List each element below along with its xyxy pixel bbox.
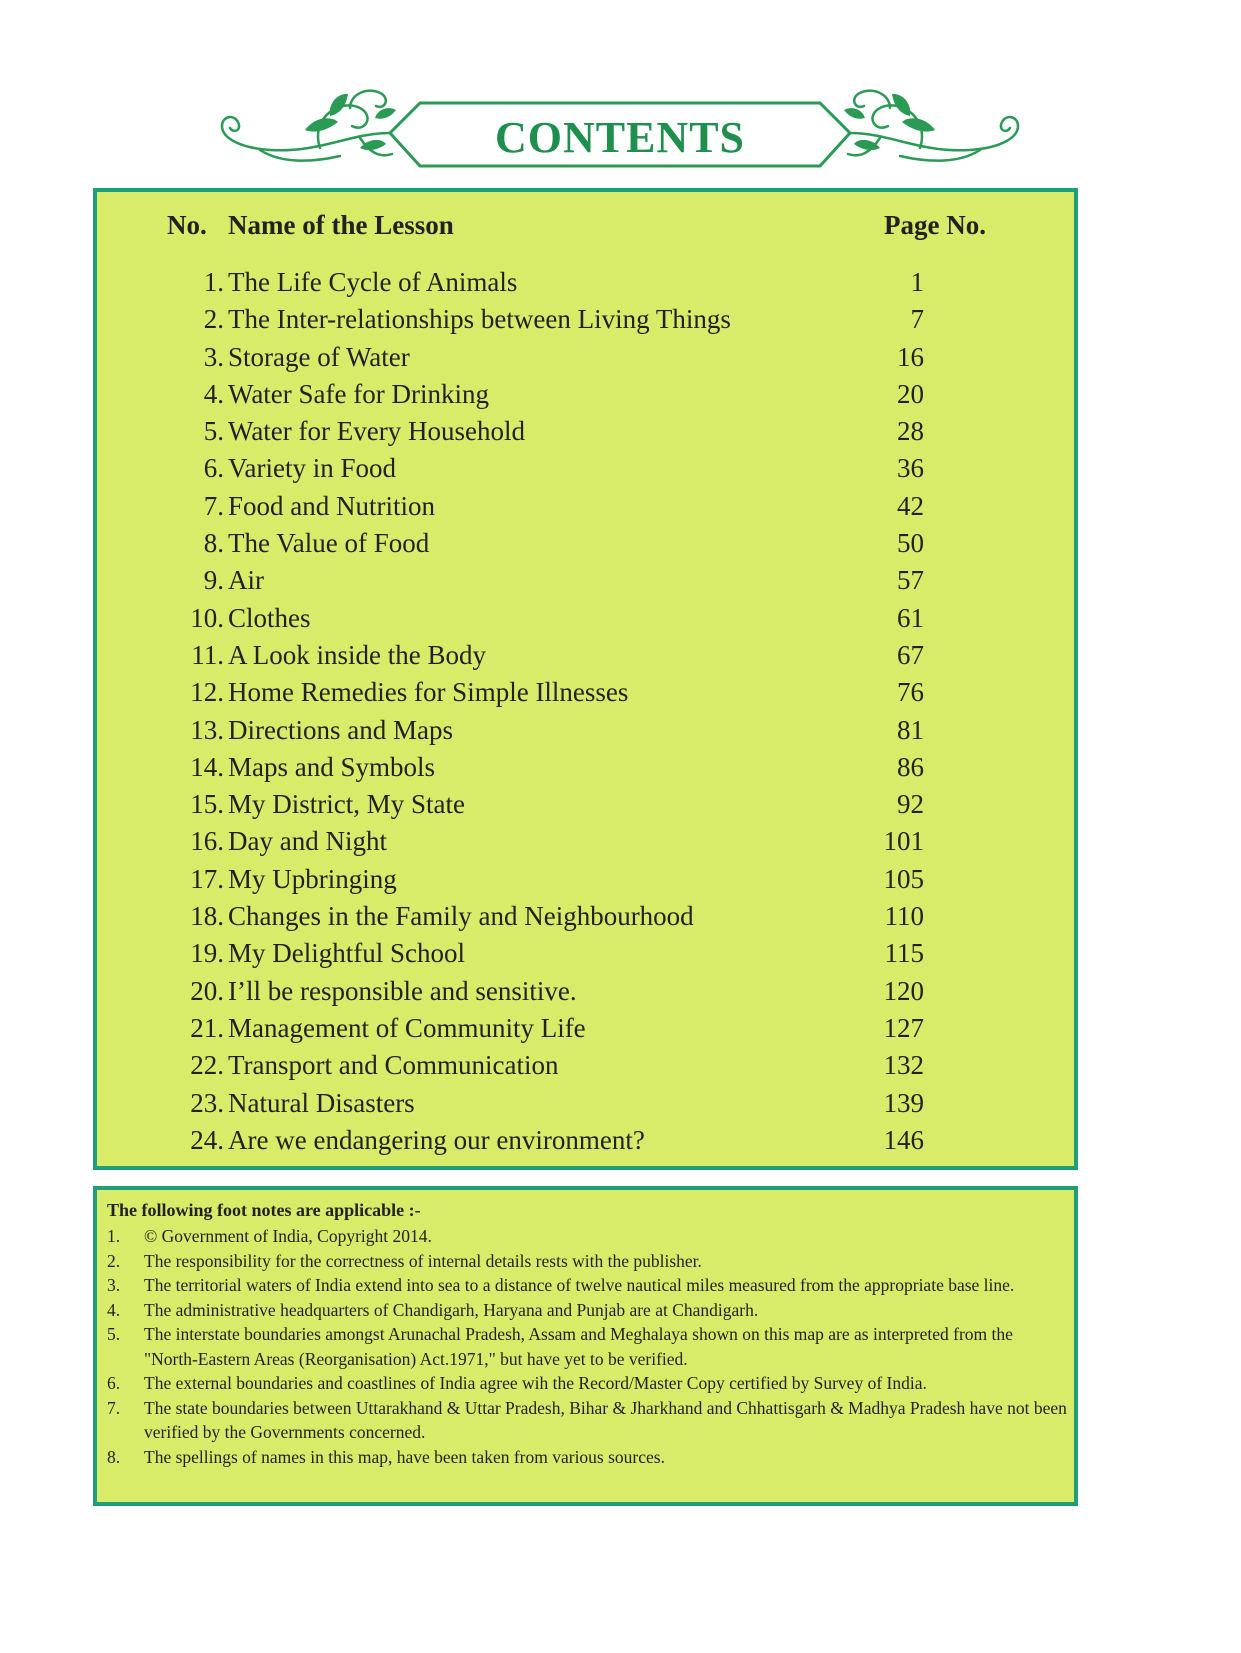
lesson-title: Directions and Maps (228, 714, 453, 745)
footnote-text: The responsibility for the correctness of internal details rests with the publisher. (144, 1250, 702, 1271)
lesson-page-number: 127 (883, 1012, 924, 1043)
lesson-page-number: 92 (897, 789, 924, 820)
lesson-number: 21. (190, 1012, 224, 1043)
lesson-page-number: 76 (897, 677, 924, 708)
lesson-row (97, 1047, 1074, 1084)
lesson-page-number: 28 (897, 416, 924, 447)
lesson-page-number: 36 (897, 453, 924, 484)
footnotes-box (93, 1186, 1078, 1506)
footnote-item (107, 1298, 1067, 1323)
lesson-page-number: 81 (897, 714, 924, 745)
lesson-page-number: 57 (897, 565, 924, 596)
lesson-row (97, 637, 1074, 674)
lesson-number: 23. (190, 1087, 224, 1118)
lesson-row (97, 450, 1074, 487)
lesson-title: A Look inside the Body (228, 639, 486, 670)
lesson-row (97, 413, 1074, 450)
lesson-row (97, 1085, 1074, 1122)
lesson-title: Air (228, 565, 264, 596)
lesson-title: Storage of Water (228, 341, 410, 372)
lesson-row (97, 1122, 1074, 1159)
lesson-page-number: 16 (897, 341, 924, 372)
lesson-number: 8. (203, 528, 224, 559)
footnote-text: The state boundaries between Uttarakhand & Uttar Pradesh, Bihar & Jharkhand and Chhattisgarh & Madhya Pradesh have not been verified by the Governments concerned. (144, 1397, 1067, 1442)
footnote-number: 1. (107, 1226, 121, 1246)
lesson-number: 16. (190, 826, 224, 857)
lesson-page-number: 67 (897, 639, 924, 670)
lesson-number: 14. (190, 751, 224, 782)
lesson-title: The Inter-relationships between Living Things (228, 304, 731, 335)
lesson-number: 17. (190, 863, 224, 894)
lesson-number: 3. (203, 341, 224, 372)
lesson-title: Natural Disasters (228, 1087, 415, 1118)
lesson-row (97, 823, 1074, 860)
footnote-text: The territorial waters of India extend into sea to a distance of twelve nautical miles measured from the appropriate base line. (144, 1275, 1015, 1295)
lesson-row (97, 525, 1074, 562)
footnote-number: 5. (107, 1324, 121, 1344)
lesson-title: My Delightful School (228, 938, 465, 969)
lesson-page-number: 101 (883, 826, 924, 857)
footnote-item (107, 1371, 1067, 1396)
lesson-page-number: 50 (897, 528, 924, 559)
lesson-title: Management of Community Life (228, 1012, 586, 1043)
lesson-title: Clothes (228, 602, 311, 633)
lesson-number: 24. (190, 1124, 224, 1155)
lesson-row (97, 935, 1074, 972)
footnote-text: The interstate boundaries amongst Arunachal Pradesh, Assam and Meghalaya shown on this map are as interpreted from the "North-Eastern Areas (Reorganisation) Act.1971," but have yet to be verified. (144, 1324, 1013, 1369)
lesson-number: 4. (203, 378, 224, 409)
footnote-text: © Government of India, Copyright 2014. (144, 1226, 432, 1246)
lesson-title: Home Remedies for Simple Illnesses (228, 677, 629, 708)
footnote-item (107, 1396, 1067, 1445)
lesson-number: 20. (190, 975, 224, 1006)
lesson-title: My Upbringing (228, 863, 397, 894)
footnote-number: 3. (107, 1275, 121, 1295)
lesson-row (97, 749, 1074, 786)
lesson-row (97, 488, 1074, 525)
lesson-title: Changes in the Family and Neighbourhood (228, 901, 694, 932)
lesson-row (97, 861, 1074, 898)
lesson-page-number: 120 (883, 975, 924, 1006)
lesson-page-number: 61 (897, 602, 924, 633)
lesson-title: Transport and Communication (228, 1050, 559, 1081)
lesson-row (97, 973, 1074, 1010)
lesson-title: Maps and Symbols (228, 751, 436, 782)
lesson-row (97, 264, 1074, 301)
lesson-page-number: 105 (883, 863, 924, 894)
lesson-number: 10. (190, 602, 224, 633)
header-no: No. (167, 210, 207, 240)
lesson-number: 7. (203, 490, 224, 521)
lesson-number: 1. (203, 267, 224, 297)
lesson-page-number: 115 (884, 938, 924, 969)
lesson-title: Food and Nutrition (228, 490, 435, 521)
lesson-page-number: 42 (897, 490, 924, 521)
footnote-number: 7. (107, 1397, 121, 1418)
footnote-item (107, 1249, 1067, 1274)
lesson-page-number: 110 (884, 901, 924, 932)
footnote-number: 2. (107, 1250, 121, 1271)
lesson-row (97, 301, 1074, 338)
lesson-page-number: 20 (897, 378, 924, 409)
footnote-text: The administrative headquarters of Chandigarh, Haryana and Punjab are at Chandigarh. (144, 1299, 759, 1320)
lesson-row (97, 376, 1074, 413)
footnote-item (107, 1224, 1067, 1249)
lesson-number: 19. (190, 938, 224, 969)
lesson-number: 11. (191, 639, 224, 670)
lesson-title: Are we endangering our environment? (228, 1124, 645, 1155)
lesson-title: My District, My State (228, 789, 465, 820)
header-lesson-name: Name of the Lesson (228, 210, 454, 240)
lesson-row (97, 898, 1074, 935)
lesson-page-number: 86 (897, 751, 924, 782)
page-title: CONTENTS (494, 113, 746, 162)
lesson-row (97, 712, 1074, 749)
table-header (97, 210, 1074, 250)
lesson-number: 5. (203, 416, 224, 447)
lesson-page-number: 146 (883, 1124, 924, 1155)
header-page-no: Page No. (884, 210, 986, 240)
lesson-number: 9. (203, 565, 224, 596)
lesson-title: I’ll be responsible and sensitive. (228, 975, 577, 1006)
lesson-page-number: 7 (910, 304, 924, 335)
footnote-item (107, 1445, 1067, 1470)
lesson-number: 13. (190, 714, 224, 745)
footnotes-heading: The following foot notes are applicable :- (107, 1200, 421, 1220)
footnote-number: 8. (107, 1446, 121, 1467)
lesson-title: The Value of Food (228, 528, 430, 559)
footnote-number: 6. (107, 1373, 121, 1393)
lesson-page-number: 139 (883, 1087, 924, 1118)
lesson-row (97, 339, 1074, 376)
contents-table (93, 188, 1078, 1170)
lesson-title: Day and Night (228, 826, 387, 857)
lesson-number: 15. (190, 789, 224, 820)
footnote-number: 4. (107, 1299, 121, 1320)
lesson-title: The Life Cycle of Animals (228, 267, 518, 297)
lesson-row (97, 674, 1074, 711)
footnote-item (107, 1273, 1067, 1298)
footnote-text: The spellings of names in this map, have been taken from various sources. (144, 1446, 665, 1467)
lesson-number: 12. (190, 677, 224, 708)
lesson-title: Variety in Food (228, 453, 396, 484)
footnote-item (107, 1322, 1067, 1371)
lesson-page-number: 1 (910, 267, 924, 297)
lesson-row (97, 1010, 1074, 1047)
lesson-row (97, 562, 1074, 599)
lesson-row (97, 786, 1074, 823)
lesson-number: 2. (203, 304, 224, 335)
lesson-page-number: 132 (883, 1050, 924, 1081)
lesson-number: 22. (190, 1050, 224, 1081)
lesson-number: 18. (190, 901, 224, 932)
footnotes-list (107, 1224, 1067, 1469)
lesson-number: 6. (203, 453, 224, 484)
lesson-title: Water for Every Household (228, 416, 525, 447)
lesson-list (97, 264, 1074, 1159)
footnote-text: The external boundaries and coastlines of India agree wih the Record/Master Copy certified by Survey of India. (144, 1373, 927, 1393)
lesson-title: Water Safe for Drinking (228, 378, 489, 409)
lesson-row (97, 600, 1074, 637)
